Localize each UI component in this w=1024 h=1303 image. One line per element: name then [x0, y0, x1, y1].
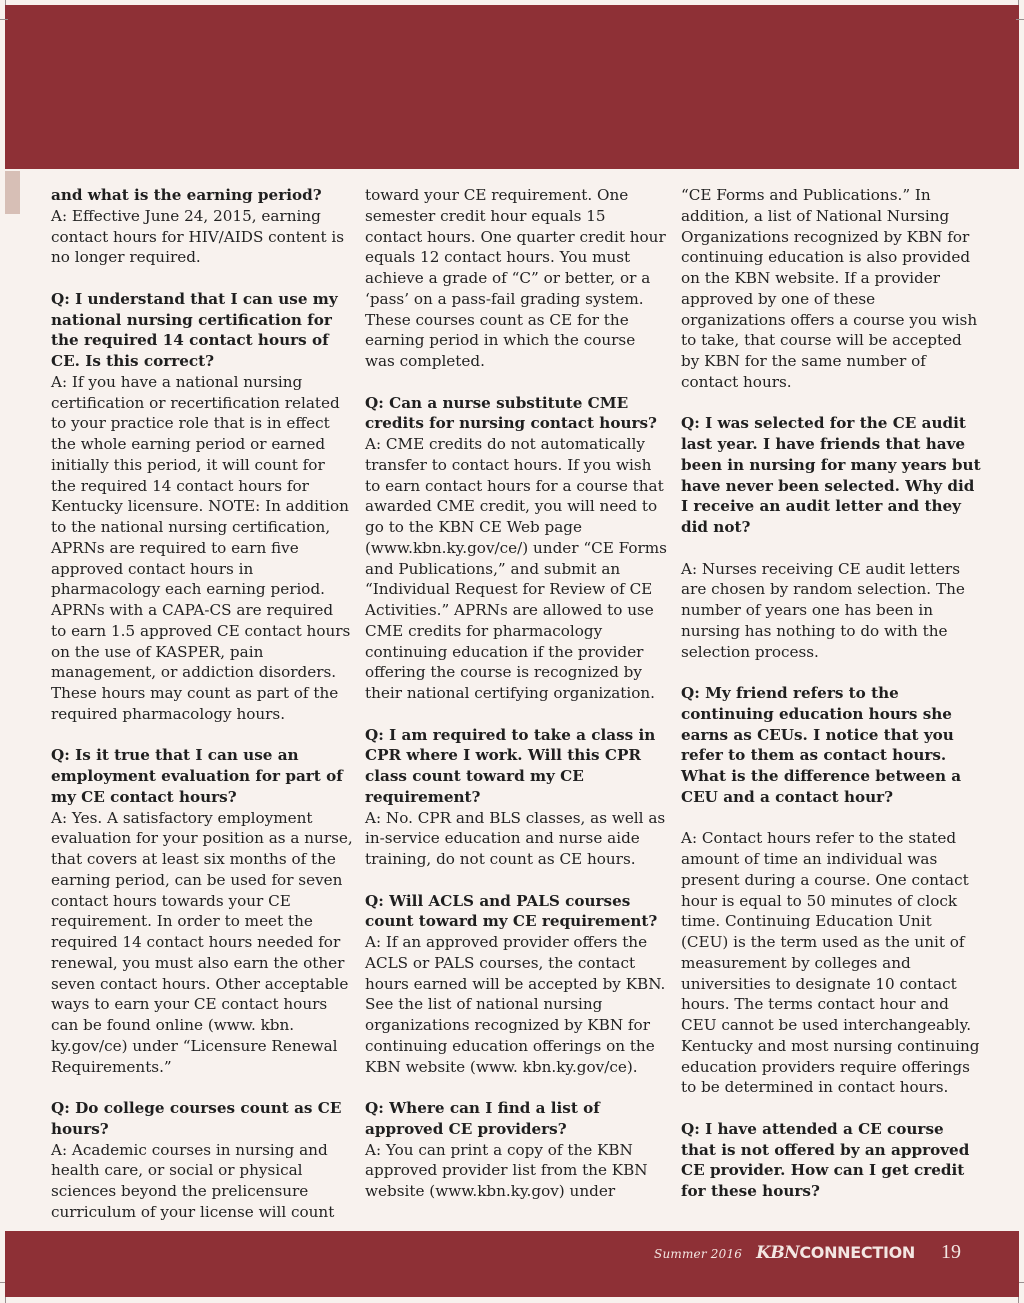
crop-mark [1018, 0, 1019, 5]
issue-date: Summer 2016 [654, 1247, 743, 1261]
brand-logo-kbn: KBN [756, 1243, 800, 1263]
question-heading: Q: My friend refers to the continuing education hours she earns as CEUs. I notice that you refer to them as contact hours. What is the difference between a CEU and a contact hour? [681, 684, 962, 806]
qa-block [681, 559, 983, 663]
qa-block [681, 413, 983, 538]
header-color-band [5, 5, 1019, 169]
question-heading: Q: I understand that I can use my national nursing certification for the required 14 contact hours of CE. Is this correct? [51, 289, 338, 370]
qa-block [681, 1119, 983, 1202]
text-column-1 [51, 185, 353, 1223]
answer-text: A: Yes. A satisfactory employment evaluation for your position as a nurse, that covers at least six months of the earning period, can be used for seven contact hours towards your CE requirement. In order to meet the required 14 contact hours needed for renewal, you must also earn the other seven contact hours. Other acceptable ways to earn your CE contact hours can be found online (www. kbn. ky.gov/ce) under “Licensure Renewal Requirements.” [51, 808, 353, 1076]
crop-mark [5, 0, 6, 5]
question-heading: Q: I was selected for the CE audit last year. I have friends that have been in nursing for many years but have never been selected. Why did I receive an audit letter and they did not? [681, 414, 981, 536]
text-column-2 [365, 185, 667, 1202]
question-heading: Q: Will ACLS and PALS courses count toward my CE requirement? [365, 891, 658, 931]
answer-text: A: You can print a copy of the KBN approved provider list from the KBN website (www.kbn.ky.gov) under [365, 1140, 648, 1200]
qa-block [365, 185, 667, 372]
crop-mark [0, 19, 8, 20]
qa-block [51, 1098, 353, 1223]
question-heading: and what is the earning period? [51, 186, 322, 204]
answer-text: A: Effective June 24, 2015, earning contact hours for HIV/AIDS content is no longer required. [51, 206, 345, 267]
qa-block [365, 1098, 667, 1202]
crop-mark [1016, 19, 1024, 20]
answer-text: toward your CE requirement. One semester credit hour equals 15 contact hours. One quarter credit hour equals 12 contact hours. You must achieve a grade of “C” or better, or a ‘pass’ on a pass-fail grading system. These courses count as CE for the earning period in which the course was completed. [365, 186, 666, 370]
qa-block [51, 745, 353, 1077]
qa-block [51, 185, 353, 268]
answer-text: A: Contact hours refer to the stated amount of time an individual was present during a course. One contact hour is equal to 50 minutes of clock time. Continuing Education Unit (CEU) is the term used as the unit of measurement by colleges and universities to designate 10 contact hours. The terms contact hour and CEU cannot be used interchangeably. Kentucky and most nursing continuing education providers require offerings to be determined in contact hours. [681, 829, 980, 1097]
answer-text: A: If an approved provider offers the ACLS or PALS courses, the contact hours earned will be accepted by KBN. See the list of national nursing organizations recognized by KBN for continuing education offerings on the KBN website (www. kbn.ky.gov/ce). [365, 933, 666, 1076]
qa-block [681, 683, 983, 808]
crop-mark [5, 1297, 6, 1303]
question-heading: Q: I am required to take a class in CPR where I work. Will this CPR class count toward my CE requirement? [365, 725, 656, 806]
answer-text: A: If you have a national nursing certification or recertification related to your practice role that is in effect the whole earning period or earned initially this period, it will count for the required 14 contact hours for Kentucky licensure. NOTE: In addition to the national nursing certification, APRNs are required to earn five approved contact hours in pharmacology each earning period. APRNs with a CAPA-CS are required to earn 1.5 approved CE contact hours on the use of KASPER, pain management, or addiction disorders. These hours may count as part of the required pharmacology hours. [51, 372, 351, 723]
answer-text: A: No. CPR and BLS classes, as well as in-service education and nurse aide training, do not count as CE hours. [365, 808, 666, 868]
qa-block [365, 891, 667, 1078]
page-number: 19 [941, 1241, 961, 1263]
qa-block [365, 393, 667, 704]
text-column-3 [681, 185, 983, 1202]
question-heading: Q: I have attended a CE course that is not offered by an approved CE provider. How can I get credit for these hours? [681, 1119, 970, 1200]
qa-block [681, 828, 983, 1098]
side-tab-marker [5, 171, 20, 214]
crop-mark [1018, 1297, 1019, 1303]
qa-block [51, 289, 353, 725]
question-heading: Q: Can a nurse substitute CME credits for nursing contact hours? [365, 393, 657, 433]
answer-text: A: Academic courses in nursing and health care, or social or physical sciences beyond the prelicensure curriculum of your license will count [51, 1140, 335, 1221]
answer-text: A: CME credits do not automatically transfer to contact hours. If you wish to earn contact hours for a course that awarded CME credit, you will need to go to the KBN CE Web page (www.kbn.ky.gov/ce/) under “CE Forms and Publications,” and submit an “Individual Request for Review of CE Activities.” APRNs are allowed to use CME credits for pharmacology continuing education if the provider offering the course is recognized by their national certifying organization. [365, 435, 667, 702]
question-heading: Q: Is it true that I can use an employment evaluation for part of my CE contact hours? [51, 746, 343, 806]
qa-block [365, 725, 667, 870]
question-heading: Q: Where can I find a list of approved CE providers? [365, 1099, 600, 1138]
answer-text: “CE Forms and Publications.” In addition, a list of National Nursing Organizations recognized by KBN for continuing education is also provided on the KBN website. If a provider approved by one of these organizations offers a course you wish to take, that course will be accepted by KBN for the same number of contact hours. [681, 186, 978, 391]
question-heading: Q: Do college courses count as CE hours? [51, 1099, 342, 1138]
answer-text: A: Nurses receiving CE audit letters are chosen by random selection. The number of years one has been in nursing has nothing to do with the selection process. [681, 559, 965, 661]
page-footer [654, 1241, 961, 1271]
brand-logo-connection: CONNECTION [799, 1243, 915, 1262]
qa-block [681, 185, 983, 393]
